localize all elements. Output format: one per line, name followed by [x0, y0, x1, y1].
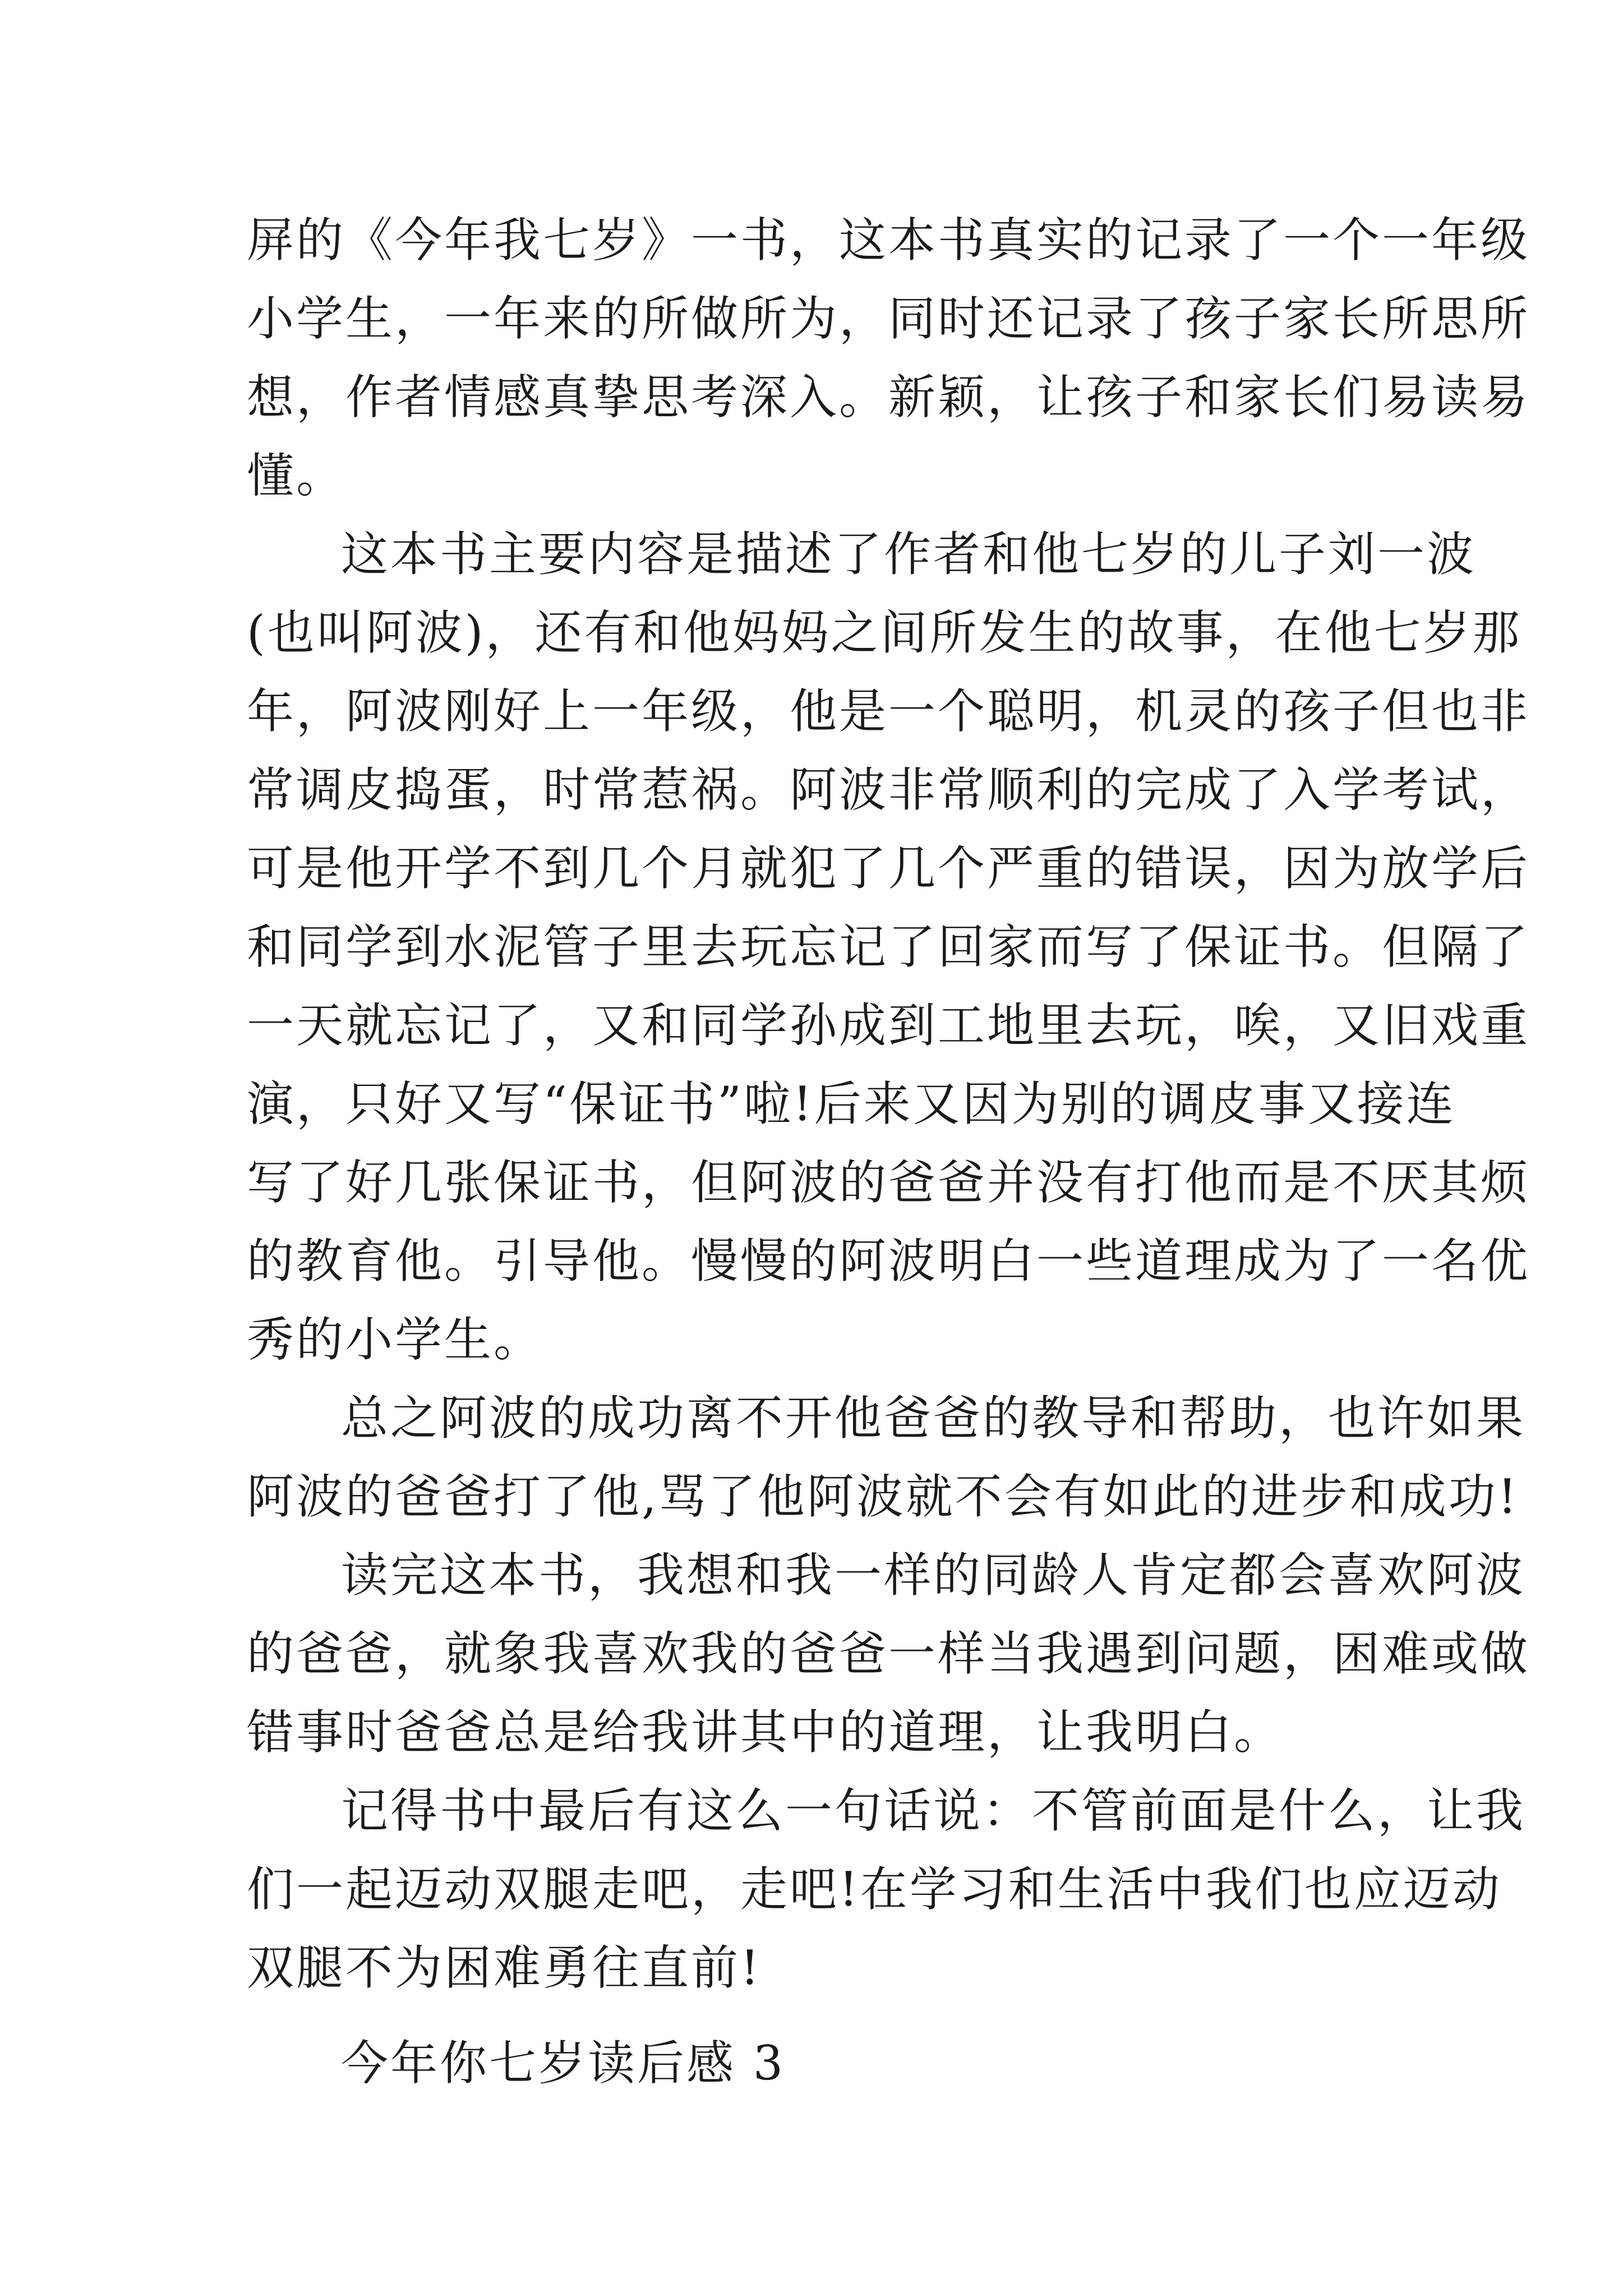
text-line: 和同学到水泥管子里去玩忘记了回家而写了保证书。但隔了 [247, 919, 1530, 974]
text-line: 写了好几张保证书，但阿波的爸爸并没有打他而是不厌其烦 [247, 1155, 1530, 1210]
paragraph-3 [247, 1379, 1526, 1536]
text-line: 懂。 [247, 448, 346, 503]
text-line: 一天就忘记了，又和同学孙成到工地里去玩，唉，又旧戏重 [247, 998, 1530, 1053]
text-line: 小学生，一年来的所做所为，同时还记录了孩子家长所思所 [247, 291, 1530, 346]
text-line: 常调皮捣蛋，时常惹祸。阿波非常顺利的完成了入学考试， [247, 762, 1530, 817]
text-line: 错事时爸爸总是给我讲其中的道理，让我明白。 [247, 1705, 1284, 1760]
text-line: 这本书主要内容是描述了作者和他七岁的儿子刘一波 [341, 527, 1477, 582]
text-line: 阿波的爸爸打了他,骂了他阿波就不会有如此的进步和成功! [247, 1469, 1519, 1524]
text-line: 读完这本书，我想和我一样的同龄人肯定都会喜欢阿波 [341, 1548, 1526, 1603]
text-line: (也叫阿波)，还有和他妈妈之间所发生的故事，在他七岁那 [247, 605, 1522, 660]
section-heading: 今年你七岁读后感 3 [341, 2036, 786, 2091]
text-line: 屏的《今年我七岁》一书，这本书真实的记录了一个一年级 [247, 213, 1530, 268]
paragraph-2 [247, 515, 1530, 1379]
text-line: 记得书中最后有这么一句话说：不管前面是什么，让我 [341, 1783, 1526, 1838]
paragraph-1 [247, 201, 1530, 515]
text-line: 的教育他。引导他。慢慢的阿波明白一些道理成为了一名优 [247, 1234, 1530, 1289]
text-line: 总之阿波的成功离不开他爸爸的教导和帮助，也许如果 [341, 1391, 1526, 1446]
text-line: 们一起迈动双腿走吧，走吧!在学习和生活中我们也应迈动 [247, 1862, 1502, 1917]
text-line: 的爸爸，就象我喜欢我的爸爸一样当我遇到问题，困难或做 [247, 1626, 1530, 1681]
text-line: 秀的小学生。 [247, 1312, 543, 1367]
text-line: 年，阿波刚好上一年级，他是一个聪明，机灵的孩子但也非 [247, 684, 1530, 739]
text-line: 想，作者情感真挚思考深入。新颖，让孩子和家长们易读易 [247, 370, 1530, 425]
paragraph-4 [247, 1536, 1530, 1772]
text-line: 可是他开学不到几个月就犯了几个严重的错误，因为放学后 [247, 841, 1530, 896]
paragraph-5 [247, 1772, 1526, 2007]
text-line: 双腿不为困难勇往直前! [247, 1940, 762, 1995]
body-text [247, 201, 1530, 2102]
text-line: 演，只好又写“保证书”啦!后来又因为别的调皮事又接连 [247, 1076, 1456, 1131]
